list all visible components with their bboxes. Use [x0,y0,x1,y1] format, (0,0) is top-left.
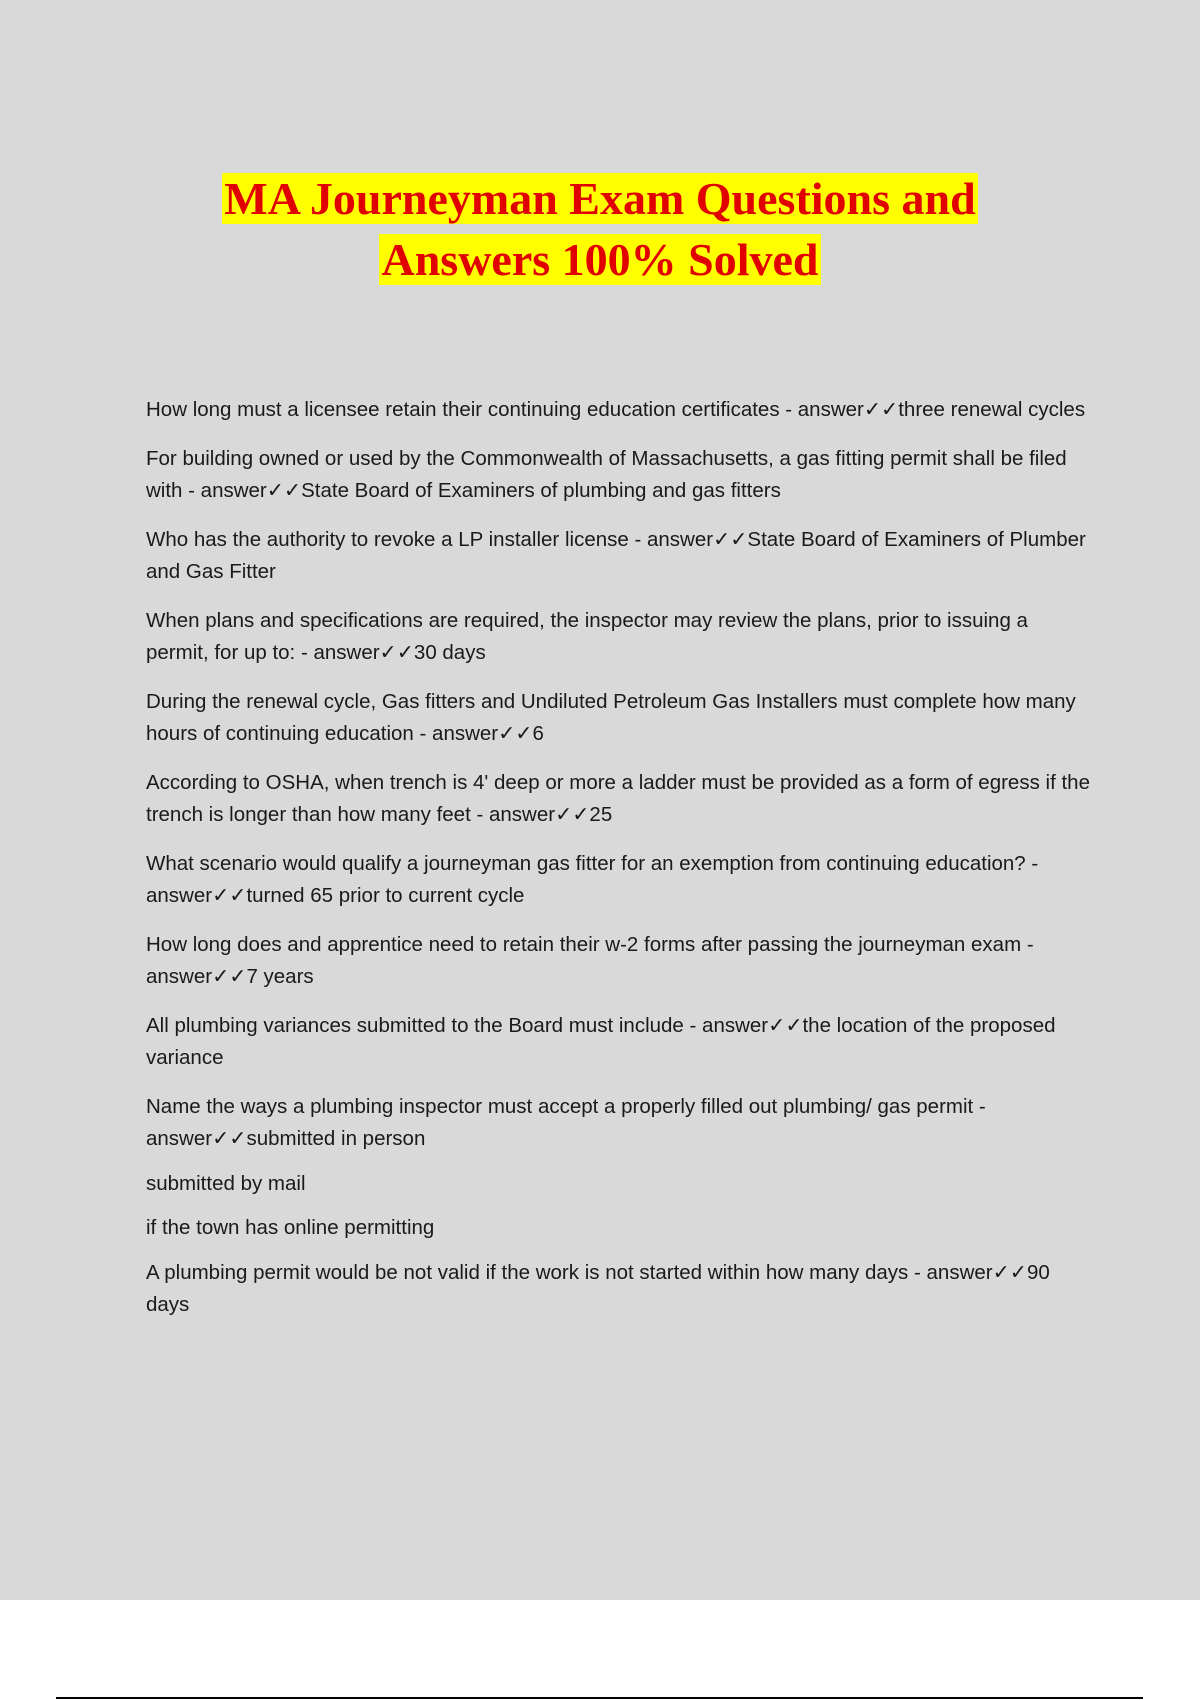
qa-item: How long does and apprentice need to retain their w-2 forms after passing the journeyman exam - answer✓✓7 years [146,932,1034,988]
qa-item: According to OSHA, when trench is 4' deep or more a ladder must be provided as a form of egress if the trench is longer than how many feet - answer✓✓25 [146,770,1090,826]
qa-item: if the town has online permitting [146,1216,435,1239]
qa-item: For building owned or used by the Commonwealth of Massachusetts, a gas fitting permit shall be filed with - answer✓✓State Board of Examiners of plumbing and gas fitters [146,446,1067,502]
qa-item: Who has the authority to revoke a LP installer license - answer✓✓State Board of Examiners of Plumber and Gas Fitter [146,527,1086,583]
title-line-2: Answers 100% Solved [381,234,819,285]
page-title [0,168,1200,290]
qa-item: How long must a licensee retain their continuing education certificates - answer✓✓three renewal cycles [146,398,1086,421]
qa-item: A plumbing permit would be not valid if the work is not started within how many days - answer✓✓90 days [146,1260,1050,1316]
title-line-1: MA Journeyman Exam Questions and [224,173,976,224]
qa-item: Name the ways a plumbing inspector must accept a properly filled out plumbing/ gas permit - answer✓✓submitted in person [146,1094,986,1150]
qa-list [146,394,1096,1338]
footer-divider [56,1697,1143,1699]
qa-item: All plumbing variances submitted to the Board must include - answer✓✓the location of the proposed variance [146,1013,1056,1069]
qa-item: What scenario would qualify a journeyman gas fitter for an exemption from continuing education? - answer✓✓turned 65 prior to current cycle [146,851,1039,907]
qa-item: submitted by mail [146,1171,306,1195]
qa-item: During the renewal cycle, Gas fitters and Undiluted Petroleum Gas Installers must complete how many hours of continuing education - answer✓✓6 [146,689,1076,745]
qa-item: When plans and specifications are required, the inspector may review the plans, prior to issuing a permit, for up to: - answer✓✓30 days [146,608,1028,664]
